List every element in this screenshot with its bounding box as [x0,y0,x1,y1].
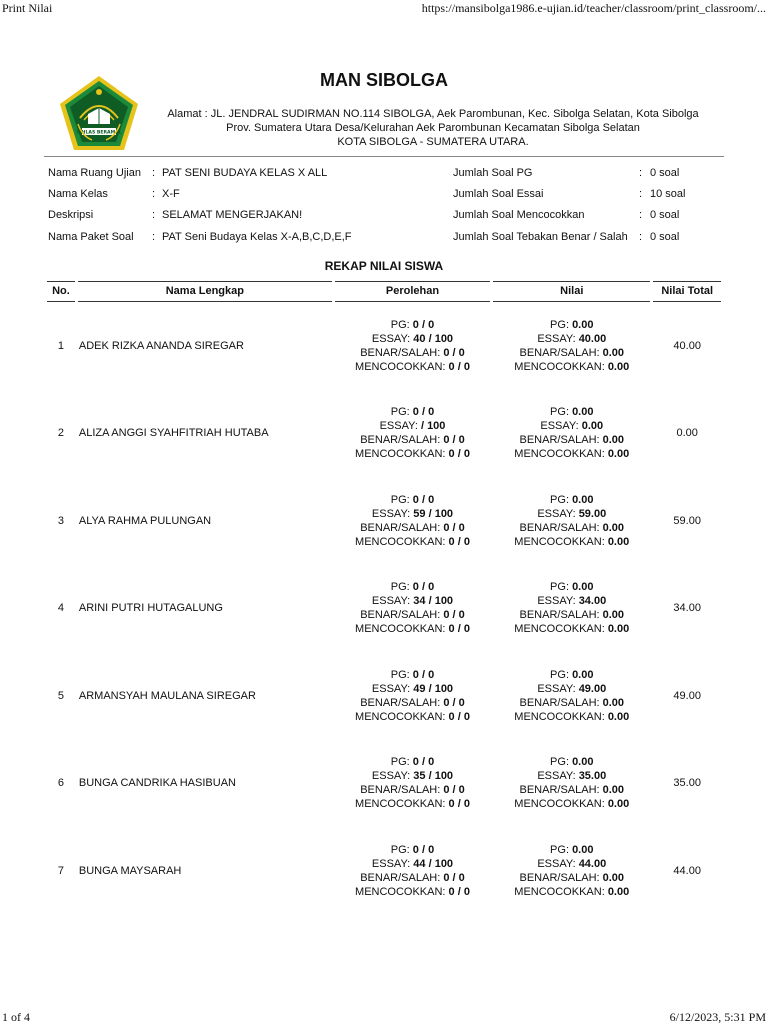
score-value: 35 / 100 [413,770,454,783]
nilai-cell [493,652,650,740]
score-label: MENCOCOKKAN: [355,710,449,723]
nilai-cell [493,302,650,390]
student-name: ALYA RAHMA PULUNGAN [78,514,212,527]
score-value: 0.00 [607,710,630,723]
score-label: MENCOCOKKAN: [514,360,608,373]
total-score: 40.00 [673,339,701,352]
info-label: Nama Kelas [48,188,108,200]
nilai-essay [494,594,649,608]
nilai-essay [494,507,649,521]
perolehan-benar-salah [336,433,489,447]
score-label: ESSAY: [537,857,579,870]
nilai-pg [494,580,649,594]
score-value: 0 / 0 [443,609,465,622]
row-number: 7 [57,864,64,877]
score-label: PG: [390,493,413,506]
student-name: ARMANSYAH MAULANA SIREGAR [78,689,256,702]
table-row [47,302,721,390]
info-label: Jumlah Soal Essai [453,188,544,200]
score-value: 0 / 0 [448,885,470,898]
score-label: MENCOCOKKAN: [514,710,608,723]
score-value: 0.00 [607,885,630,898]
nilai-pg [494,405,649,419]
header-name: Nama Lengkap [78,281,332,302]
score-label: MENCOCOKKAN: [355,360,449,373]
score-label: PG: [550,756,573,769]
score-value: 59 / 100 [413,507,454,520]
colon: : [152,167,156,179]
score-label: BENAR/SALAH: [519,609,603,622]
info-label: Jumlah Soal Mencocokkan [453,209,585,221]
total-score: 59.00 [673,514,701,527]
score-label: BENAR/SALAH: [360,434,444,447]
perolehan-pg [336,405,489,419]
perolehan-mencocokkan [336,447,489,461]
logo-text: IKHLAS BERAMAL [76,130,122,136]
score-label: MENCOCOKKAN: [355,623,449,636]
perolehan-cell [335,652,490,740]
nilai-essay [494,857,649,871]
info-value: SELAMAT MENGERJAKAN! [162,209,303,221]
nilai-cell [493,740,650,828]
table-row [47,827,721,915]
score-value: 0.00 [572,581,594,594]
info-value: 0 soal [650,209,680,221]
perolehan-pg [336,493,489,507]
perolehan-benar-salah [336,696,489,710]
nilai-mencocokkan [494,710,649,724]
perolehan-pg [336,668,489,682]
colon: : [152,209,156,221]
header-perolehan: Perolehan [335,281,490,302]
nilai-cell [493,565,650,653]
score-value: 0 / 0 [443,434,465,447]
info-label: Jumlah Soal Tebakan Benar / Salah [453,231,628,243]
info-value: PAT SENI BUDAYA KELAS X ALL [162,167,328,179]
score-label: BENAR/SALAH: [360,696,444,709]
score-label: MENCOCOKKAN: [355,535,449,548]
score-label: ESSAY: [537,682,579,695]
info-value: 10 soal [650,188,686,200]
nilai-pg [494,755,649,769]
score-label: PG: [390,318,413,331]
exam-info [0,0,768,250]
perolehan-pg [336,580,489,594]
score-label: MENCOCOKKAN: [355,885,449,898]
score-value: 0 / 0 [412,318,435,331]
score-label: PG: [550,668,573,681]
nilai-pg [494,843,649,857]
score-value: 0.00 [602,696,625,709]
info-label: Nama Paket Soal [48,231,134,243]
student-name: ARINI PUTRI HUTAGALUNG [78,602,223,615]
print-footer [0,1008,768,1024]
table-row [47,652,721,740]
nilai-essay [494,419,649,433]
score-label: ESSAY: [537,507,579,520]
score-label: ESSAY: [537,770,579,783]
score-value: 0.00 [572,318,594,331]
nilai-benar-salah [494,608,649,622]
score-label: ESSAY: [371,682,414,695]
score-value: 0 / 0 [448,798,470,811]
score-value: 0 / 0 [448,448,470,461]
total-score: 49.00 [673,689,701,702]
table-row [47,390,721,478]
nilai-benar-salah [494,871,649,885]
score-value: 44 / 100 [413,857,454,870]
student-name: ALIZA ANGGI SYAHFITRIAH HUTABA [78,427,269,440]
page-title: Print Nilai [2,1,53,15]
score-value: 0.00 [607,360,630,373]
score-label: BENAR/SALAH: [360,871,444,884]
perolehan-essay [336,332,489,346]
total-score: 44.00 [673,864,701,877]
table-row [47,740,721,828]
nilai-cell [493,827,650,915]
score-label: PG: [550,318,573,331]
perolehan-cell [335,390,490,478]
score-value: 0.00 [572,406,594,419]
score-value: 0 / 0 [448,710,470,723]
nilai-benar-salah [494,433,649,447]
score-value: 0.00 [572,843,594,856]
score-label: PG: [550,843,573,856]
info-label: Nama Ruang Ujian [48,167,141,179]
perolehan-essay [336,507,489,521]
info-value: 0 soal [650,231,680,243]
score-label: BENAR/SALAH: [360,609,444,622]
nilai-cell [493,390,650,478]
total-score: 35.00 [673,777,701,790]
colon: : [639,209,643,221]
grades-table [44,281,724,915]
total-score: 0.00 [676,427,698,440]
nilai-essay [494,332,649,346]
score-value: 0.00 [572,493,594,506]
table-row [47,477,721,565]
score-label: ESSAY: [371,770,414,783]
table-row [47,565,721,653]
colon: : [639,231,643,243]
score-label: MENCOCOKKAN: [355,448,449,461]
score-value: 0 / 0 [443,696,465,709]
score-value: 0.00 [607,535,630,548]
perolehan-cell [335,302,490,390]
nilai-essay [494,682,649,696]
score-label: BENAR/SALAH: [360,521,444,534]
perolehan-essay [336,682,489,696]
perolehan-benar-salah [336,521,489,535]
perolehan-benar-salah [336,608,489,622]
perolehan-mencocokkan [336,710,489,724]
nilai-mencocokkan [494,360,649,374]
score-label: MENCOCOKKAN: [355,798,449,811]
score-label: ESSAY: [371,332,414,345]
score-value: 35.00 [578,770,607,783]
score-value: 0.00 [581,420,604,433]
perolehan-cell [335,827,490,915]
nilai-mencocokkan [494,885,649,899]
nilai-pg [494,318,649,332]
header-no: No. [47,281,75,302]
student-name: ADEK RIZKA ANANDA SIREGAR [78,339,244,352]
score-value: 40.00 [578,332,607,345]
info-value: 0 soal [650,167,680,179]
perolehan-pg [336,755,489,769]
score-label: MENCOCOKKAN: [514,798,608,811]
score-label: ESSAY: [371,595,414,608]
score-label: BENAR/SALAH: [519,346,603,359]
info-label: Jumlah Soal PG [453,167,533,179]
header-total: Nilai Total [653,281,721,302]
perolehan-essay [336,594,489,608]
score-value: 59.00 [578,507,607,520]
perolehan-essay [336,769,489,783]
score-label: PG: [550,581,573,594]
perolehan-pg [336,318,489,332]
row-number: 1 [57,339,64,352]
score-label: BENAR/SALAH: [519,696,603,709]
header-nilai: Nilai [493,281,650,302]
score-value: 0.00 [602,521,625,534]
score-label: PG: [390,406,413,419]
student-name: BUNGA CANDRIKA HASIBUAN [78,777,236,790]
row-number: 2 [57,427,64,440]
table-header-row [47,281,721,302]
perolehan-benar-salah [336,783,489,797]
perolehan-mencocokkan [336,360,489,374]
nilai-essay [494,769,649,783]
nilai-benar-salah [494,346,649,360]
nilai-benar-salah [494,783,649,797]
total-score: 34.00 [673,602,701,615]
score-value: 34 / 100 [413,595,454,608]
score-label: BENAR/SALAH: [360,346,444,359]
colon: : [152,188,156,200]
nilai-pg [494,493,649,507]
row-number: 6 [57,777,64,790]
score-label: MENCOCOKKAN: [514,623,608,636]
score-label: PG: [550,406,573,419]
score-value: 0 / 0 [443,871,465,884]
student-name: BUNGA MAYSARAH [78,864,182,877]
score-value: 0.00 [602,784,625,797]
colon: : [639,188,643,200]
score-label: MENCOCOKKAN: [514,448,608,461]
score-label: BENAR/SALAH: [519,871,603,884]
nilai-mencocokkan [494,535,649,549]
score-label: BENAR/SALAH: [519,521,603,534]
score-label: PG: [390,756,413,769]
score-value: 0 / 0 [412,668,435,681]
score-value: 0 / 0 [443,346,465,359]
info-value: X-F [162,188,180,200]
score-value: / 100 [420,420,446,433]
score-label: MENCOCOKKAN: [514,885,608,898]
perolehan-cell [335,740,490,828]
nilai-mencocokkan [494,622,649,636]
perolehan-cell [335,477,490,565]
perolehan-essay [336,419,489,433]
score-value: 40 / 100 [413,332,454,345]
nilai-cell [493,477,650,565]
info-label: Deskripsi [48,209,94,221]
score-value: 0 / 0 [448,360,470,373]
page-url[interactable]: https://mansibolga1986.e-ujian.id/teacher/classroom/print_classroom/... [421,1,766,15]
score-value: 0.00 [602,871,625,884]
perolehan-cell [335,565,490,653]
nilai-benar-salah [494,696,649,710]
page-counter: 1 of 4 [2,1010,30,1024]
score-label: BENAR/SALAH: [519,434,603,447]
score-value: 44.00 [578,857,607,870]
score-label: ESSAY: [371,507,414,520]
score-value: 0 / 0 [412,581,435,594]
address-line-1: Alamat : JL. JENDRAL SUDIRMAN NO.114 SIBOLGA, Aek Parombunan, Kec. Sibolga Selatan, Kota Sibolga [167,108,699,120]
score-label: BENAR/SALAH: [519,784,603,797]
score-label: ESSAY: [537,332,579,345]
nilai-pg [494,668,649,682]
perolehan-benar-salah [336,871,489,885]
school-name: MAN SIBOLGA [320,70,448,90]
score-value: 0.00 [607,623,630,636]
score-label: ESSAY: [537,595,579,608]
score-value: 0 / 0 [412,493,435,506]
score-value: 0 / 0 [443,784,465,797]
score-value: 0 / 0 [443,521,465,534]
score-value: 0.00 [607,798,630,811]
colon: : [152,231,156,243]
score-label: ESSAY: [540,420,582,433]
nilai-mencocokkan [494,447,649,461]
score-value: 0 / 0 [412,406,435,419]
score-value: 0 / 0 [412,756,435,769]
perolehan-mencocokkan [336,797,489,811]
score-label: PG: [390,843,413,856]
score-label: PG: [390,668,413,681]
perolehan-pg [336,843,489,857]
score-value: 34.00 [578,595,607,608]
score-label: PG: [390,581,413,594]
row-number: 3 [57,514,64,527]
perolehan-mencocokkan [336,885,489,899]
score-value: 0.00 [572,756,594,769]
score-value: 0.00 [602,346,625,359]
perolehan-mencocokkan [336,535,489,549]
table-body [47,302,721,915]
row-number: 5 [57,689,64,702]
score-label: PG: [550,493,573,506]
score-label: BENAR/SALAH: [360,784,444,797]
info-value: PAT Seni Budaya Kelas X-A,B,C,D,E,F [162,231,352,243]
nilai-benar-salah [494,521,649,535]
score-value: 0.00 [602,434,625,447]
row-number: 4 [57,602,64,615]
score-value: 0.00 [572,668,594,681]
perolehan-benar-salah [336,346,489,360]
score-value: 0.00 [607,448,630,461]
score-value: 0.00 [602,609,625,622]
score-value: 0 / 0 [448,535,470,548]
score-label: ESSAY: [371,857,414,870]
perolehan-mencocokkan [336,622,489,636]
score-label: MENCOCOKKAN: [514,535,608,548]
colon: : [639,167,643,179]
score-value: 49 / 100 [413,682,454,695]
nilai-mencocokkan [494,797,649,811]
perolehan-essay [336,857,489,871]
address-line-3: KOTA SIBOLGA - SUMATERA UTARA. [337,136,529,148]
address-line-2: Prov. Sumatera Utara Desa/Kelurahan Aek Parombunan Kecamatan Sibolga Selatan [226,122,640,134]
score-value: 0 / 0 [448,623,470,636]
score-value: 49.00 [578,682,607,695]
section-title: REKAP NILAI SISWA [324,259,444,273]
score-label: ESSAY: [379,420,421,433]
print-datetime: 6/12/2023, 5:31 PM [669,1010,766,1024]
score-value: 0 / 0 [412,843,435,856]
